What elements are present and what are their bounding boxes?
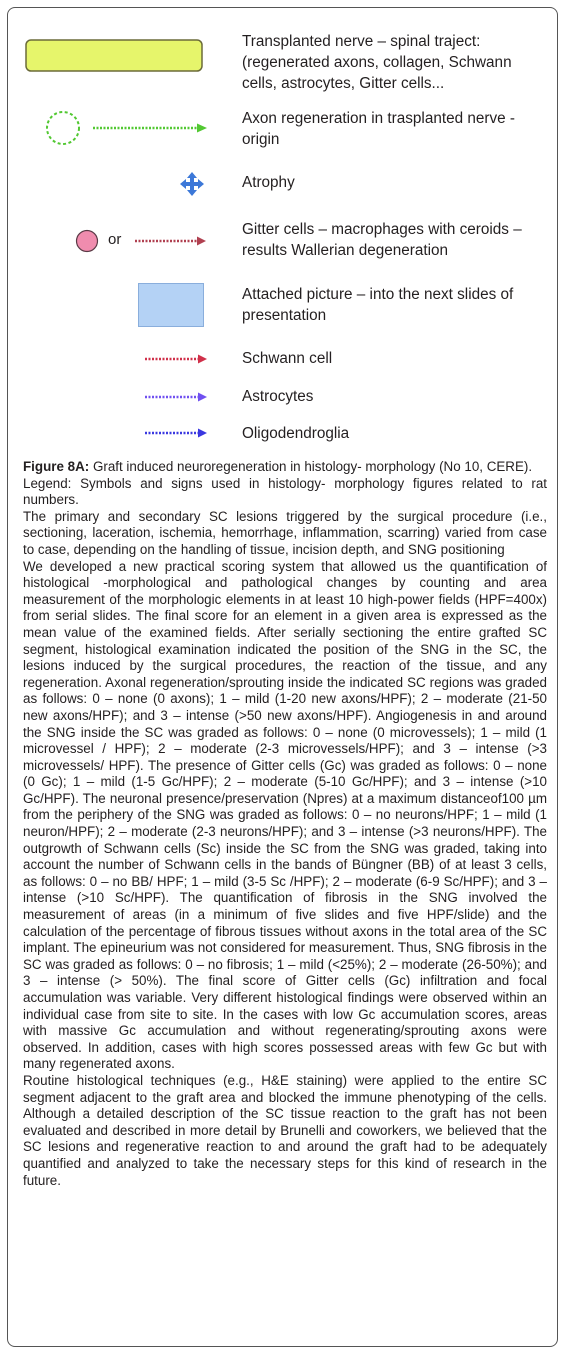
blue-rectangle-icon <box>138 283 204 327</box>
legend-item-astrocytes: Astrocytes <box>242 388 314 405</box>
blue-dotted-arrow-icon <box>143 426 209 440</box>
atrophy-symbol <box>179 171 205 197</box>
four-way-arrow-icon <box>179 171 205 197</box>
legend-item-oligodendroglia: Oligodendroglia <box>242 425 350 442</box>
figure-caption <box>23 459 547 1189</box>
schwann-cell-symbol <box>143 352 209 366</box>
astrocytes-symbol <box>143 390 209 404</box>
caption-title <box>23 459 547 476</box>
red-dotted-arrow-icon <box>143 352 209 366</box>
legend <box>0 0 564 460</box>
dashed-circle-arrow-icon <box>45 110 210 146</box>
transplanted-nerve-symbol <box>25 39 203 72</box>
legend-item-axon-regeneration: Axon regeneration in trasplanted nerve - origin <box>242 110 515 148</box>
yellow-rectangle-icon <box>25 39 203 72</box>
violet-dotted-arrow-icon <box>143 390 209 404</box>
gitter-arrow-symbol <box>133 234 208 248</box>
axon-regeneration-symbol <box>45 110 210 146</box>
caption-paragraph: Legend: Symbols and signs used in histology- morphology figures related to rat numbers. <box>23 475 547 508</box>
figure-title: Graft induced neuroregeneration in histology- morphology (No 10, CERE). <box>89 459 533 474</box>
pink-circle-icon <box>75 229 99 253</box>
legend-item-atrophy: Atrophy <box>242 174 295 191</box>
legend-or-text: or <box>108 231 122 248</box>
legend-item-transplanted-nerve: Transplanted nerve – spinal traject: (regenerated axons, collagen, Schwann cells, astrocytes, Gitter cells... <box>242 33 512 92</box>
red-dotted-arrow-icon <box>133 234 208 248</box>
caption-paragraph: We developed a new practical scoring system that allowed us the quantification of histological -morphological and pathological changes by counting and area measurement of the morphologic elements in at least 10 high-power fields (HPF=400x) from serial slides. The final score for an element in a given area is expressed as the mean value of the examined fields. After serially sectioning the entire grafted SC segment, histological examination indicated the position of the SNG in the SC, the lesions induced by the surgical procedures, the reaction of the tissue, and any regeneration. Axonal regeneration/sprouting inside the indicated SC regions was graded as follows: 0 – none (0 axons); 1 – mild (1-20 new axons/HPF); 2 – moderate (21-50 new axons/HPF); and 3 – intense (>50 new axons/HPF). Angiogenesis in and around the SNG inside the SC was graded as follows: 0 – none (0 microvessels); 1 – mild (1 microvessel / HPF); 2 – moderate (2-3 microvessels/HPF); and 3 – intense (>3 microvessels/ HPF). The presence of Gitter cells (Gc) was graded as follows: 0 – none (0 Gc); 1 – mild (1-5 Gc/HPF); 2 – moderate (5-10 Gc/HPF); and 3 – intense (>10 Gc/HPF). The neuronal presence/preservation (Npres) at a maximum distanceof100 µm from the periphery of the SNG was graded as follows: 0 – no neurons/HPF; 1 – mild (1 neuron/HPF); 2 – moderate (2-3 neurons/HPF); and 3 – intense (>3 neurons/HPF). The outgrowth of Schwann cells (Sc) inside the SC from the SNG was graded, taking into account the number of Schwann cells in the bands of Büngner (BB) of at least 3 cells, as follows: 0 – no BB/ HPF; 1 – mild (3-5 Sc /HPF); 2 – moderate (6-9 Sc/HPF); and 3 – intense (>10 Sc/HPF). The quantification of fibrosis in the SNG involved the measurement of areas (in a minimum of five slides and five HPF/slide) and the calculation of the percentage of fibrous tissues without axons in the total area of the SC implant. The epineurium was not considered for measurement. Thus, SNG fibrosis in the SC was graded as follows: 0 – no fibrosis; 1 – mild (<25%); 2 – moderate (26-50%); and 3 – intense (> 50%). The final score of Gitter cells (Gc) infiltration and focal accumulation was variable. Very different histological findings were observed within an individual case from site to site. In the cases with low Gc accumulation scores, areas with massive Gc accumulation and without regenerating/sprouting axons were observed. In addition, cases with high scores possessed areas with few Gc but with many regenerated axons. <box>23 558 547 1072</box>
legend-item-attached-picture: Attached picture – into the next slides of presentation <box>242 286 514 324</box>
legend-item-gitter-cells: Gitter cells – macrophages with ceroids – results Wallerian degeneration <box>242 221 522 259</box>
caption-paragraph: Routine histological techniques (e.g., H&E staining) were applied to the entire SC segment adjacent to the graft area and blocked the immune phenotyping of the cells. Although a detailed description of the SC tissue reaction to the graft has not been evaluated and described in more detail by Brunelli and coworkers, we believed that the SC lesions and regenerative reaction to and around the graft had to be adequately quantified and analyzed to take the necessary steps for this kind of research in the future. <box>23 1072 547 1188</box>
legend-item-schwann-cell: Schwann cell <box>242 350 333 367</box>
caption-paragraph: The primary and secondary SC lesions triggered by the surgical procedure (i.e., sectioning, laceration, ischemia, hemorrhage, inflammation, scarring) varied from case to case, depending on the handling of tissue, incision depth, and SNG positioning <box>23 508 547 557</box>
gitter-cell-symbol <box>75 229 99 253</box>
figure-label: Figure 8A: <box>23 459 90 474</box>
oligodendroglia-symbol <box>143 426 209 440</box>
attached-picture-symbol <box>138 283 204 327</box>
